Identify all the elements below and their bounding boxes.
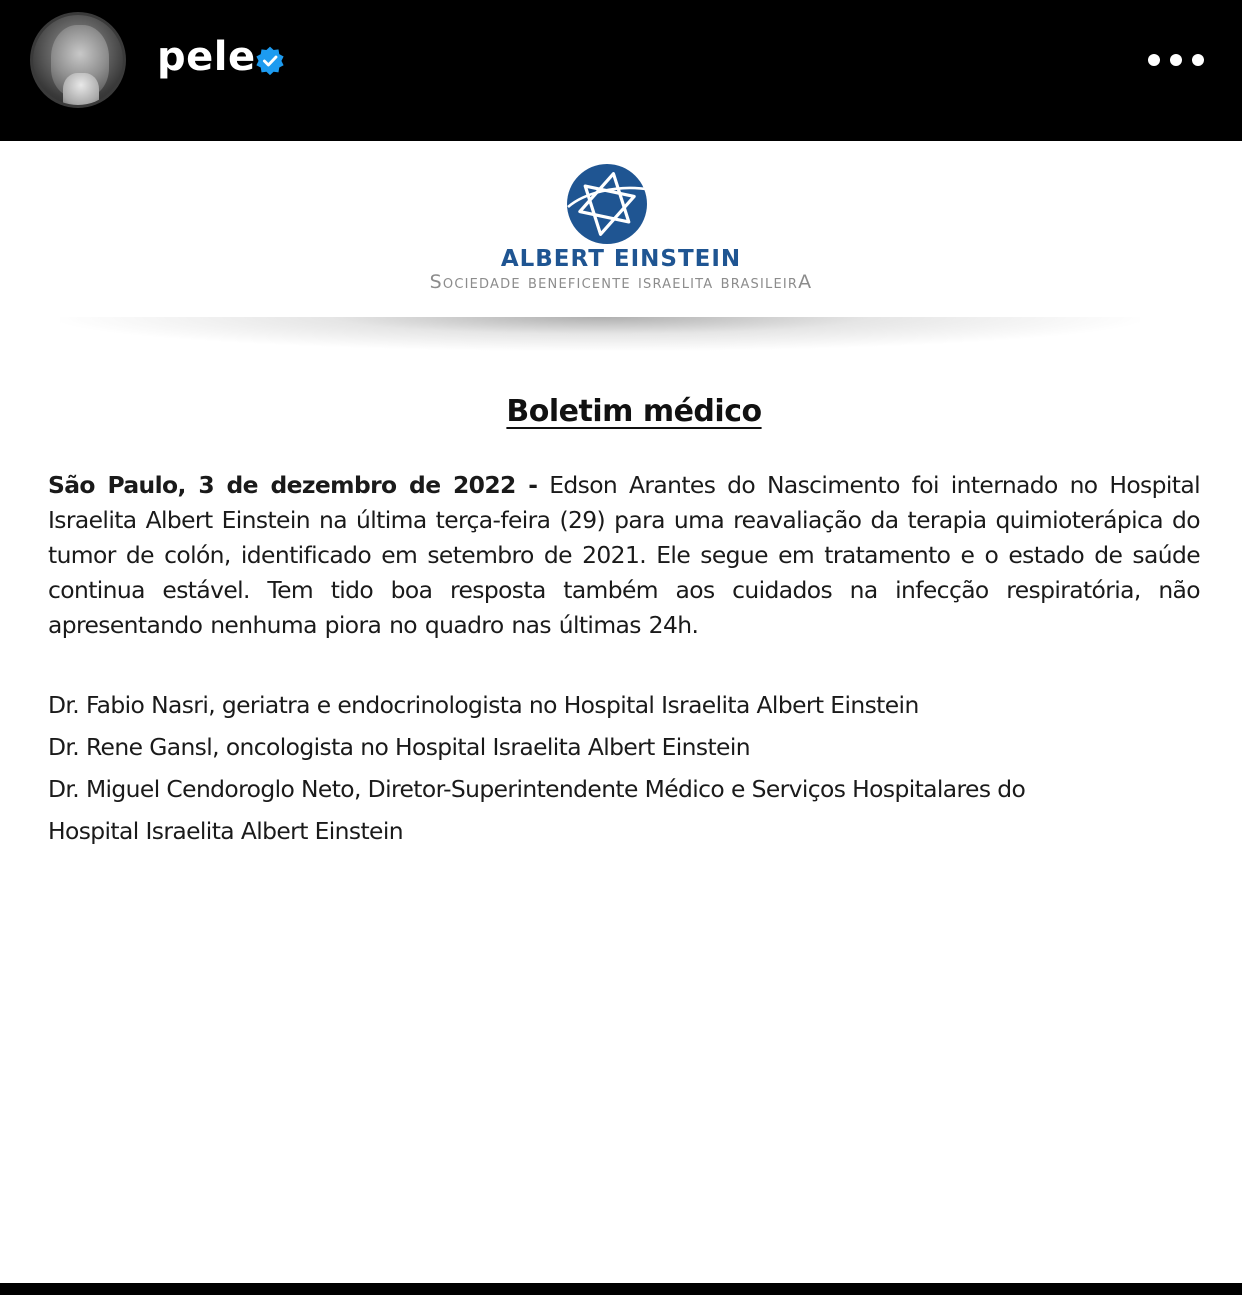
more-options-button[interactable] [1148, 48, 1204, 72]
post-image-document [0, 141, 1242, 1283]
more-dot-icon [1148, 54, 1160, 66]
bulletin-text: Edson Arantes do Nascimento foi internado no Hospital Israelita Albert Einstein na última terça-feira (29) para uma reavaliação da terapia quimioterápica do tumor de colón, identificado em setembro de 2021. Ele segue em tratamento e o estado de saúde continua estável. Tem tido boa resposta também aos cuidados na infecção respiratória, não apresentando nenhuma piora no quadro nas últimas 24h. [48, 471, 1200, 639]
logo-subtitle: Sociedade beneficente israelita brasileirA [429, 271, 813, 293]
signature-line: Dr. Miguel Cendoroglo Neto, Diretor-Superintendente Médico e Serviços Hospitalares do [48, 775, 1026, 803]
document-title: Boletim médico [506, 394, 762, 429]
verified-badge-icon [254, 45, 286, 77]
bulletin-dateline: São Paulo, 3 de dezembro de 2022 - [48, 471, 538, 499]
logo-title: ALBERT EINSTEIN [500, 246, 742, 272]
more-dot-icon [1192, 54, 1204, 66]
signature-line: Hospital Israelita Albert Einstein [48, 817, 403, 845]
username[interactable]: pele [157, 34, 256, 80]
avatar-hands [63, 73, 99, 108]
header-divider [60, 317, 1140, 351]
more-dot-icon [1170, 54, 1182, 66]
post-header [0, 0, 1242, 141]
bottom-bar [0, 1283, 1242, 1295]
bulletin-paragraph [48, 468, 1200, 643]
signature-line: Dr. Rene Gansl, oncologista no Hospital Israelita Albert Einstein [48, 733, 750, 761]
signature-line: Dr. Fabio Nasri, geriatra e endocrinologista no Hospital Israelita Albert Einstein [48, 691, 919, 719]
avatar[interactable] [30, 12, 126, 108]
signatures-list [48, 684, 1208, 852]
albert-einstein-logo-icon [566, 163, 648, 245]
